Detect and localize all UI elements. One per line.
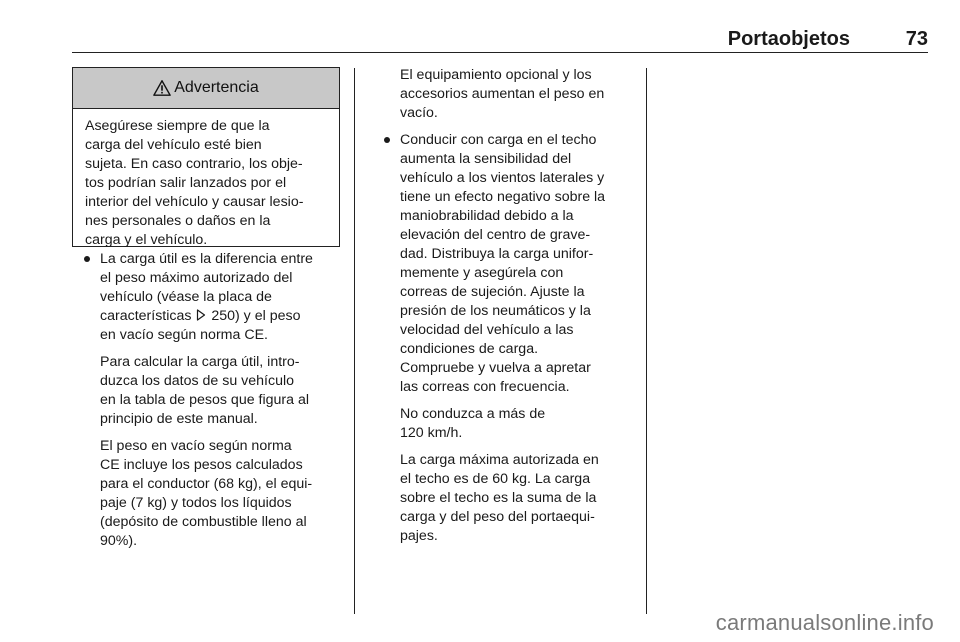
warning-line: tos podrían salir lanzados por el xyxy=(85,175,287,191)
warning-triangle-icon xyxy=(153,79,171,97)
bullet-line: memente y asegúrela con xyxy=(400,265,564,281)
bullet-line: condiciones de carga. xyxy=(400,341,539,357)
bullet-dot xyxy=(84,256,90,262)
paragraph-line: paje (7 kg) y todos los líquidos xyxy=(100,495,292,511)
bullet-line: las correas con frecuencia. xyxy=(400,379,570,395)
arrow-reference-icon[interactable] xyxy=(196,309,206,321)
bullet-line: velocidad del vehículo a las xyxy=(400,322,574,338)
paragraph-speed-limit xyxy=(380,405,642,443)
paragraph-roof-max xyxy=(380,451,642,546)
page-number: 73 xyxy=(905,28,928,50)
bullet-line: vehículo (véase la placa de xyxy=(100,289,272,305)
paragraph-line: el techo es de 60 kg. La carga xyxy=(400,471,591,487)
bullet-item-roof-load xyxy=(380,131,642,397)
warning-line: carga y el vehículo. xyxy=(85,232,208,248)
paragraph-line: No conduzca a más de xyxy=(400,406,546,422)
page-reference-link[interactable]: 250) y el peso xyxy=(207,308,301,324)
paragraph-line: pajes. xyxy=(400,528,438,544)
watermark: carmanualsonline.info xyxy=(715,610,934,635)
bullet-line-with-reference xyxy=(100,307,348,326)
paragraph-line: (depósito de combustible lleno al xyxy=(100,514,307,530)
paragraph-line: La carga máxima autorizada en xyxy=(400,452,599,468)
column-divider-right xyxy=(646,68,647,614)
bullet-line: vehículo a los vientos laterales y xyxy=(400,170,605,186)
paragraph-line: sobre el techo es la suma de la xyxy=(400,490,597,506)
paragraph-line: vacío. xyxy=(400,105,438,121)
page-title: Portaobjetos xyxy=(727,28,850,50)
bullet-line: Compruebe y vuelva a apretar xyxy=(400,360,591,376)
bullet-line: en vacío según norma CE. xyxy=(100,327,268,343)
left-column xyxy=(80,250,348,551)
bullet-line-text: características xyxy=(100,308,196,324)
paragraph-line: Para calcular la carga útil, intro- xyxy=(100,354,300,370)
bullet-line: aumenta la sensibilidad del xyxy=(400,151,572,167)
bullet-line: dad. Distribuya la carga unifor- xyxy=(400,246,594,262)
bullet-item-payload xyxy=(80,250,348,345)
warning-line: sujeta. En caso contrario, los obje- xyxy=(85,156,303,172)
paragraph-equipment xyxy=(380,66,642,123)
bullet-line: La carga útil es la diferencia entre xyxy=(100,251,313,267)
warning-box xyxy=(72,67,340,247)
paragraph-line: El peso en vacío según norma xyxy=(100,438,292,454)
bullet-line: elevación del centro de grave- xyxy=(400,227,591,243)
bullet-line: correas de sujeción. Ajuste la xyxy=(400,284,585,300)
page-header xyxy=(72,26,928,53)
warning-header xyxy=(73,68,339,109)
bullet-dot xyxy=(384,137,390,143)
bullet-line: Conducir con carga en el techo xyxy=(400,132,597,148)
warning-text xyxy=(73,109,339,250)
paragraph-line: accesorios aumentan el peso en xyxy=(400,86,605,102)
paragraph-line: para el conductor (68 kg), el equi- xyxy=(100,476,313,492)
bullet-line: presión de los neumáticos y la xyxy=(400,303,591,319)
column-divider-left xyxy=(354,68,355,614)
warning-line: carga del vehículo esté bien xyxy=(85,137,262,153)
paragraph-line: 120 km/h. xyxy=(400,425,463,441)
warning-title: Advertencia xyxy=(174,79,259,96)
paragraph-line: CE incluye los pesos calculados xyxy=(100,457,303,473)
bullet-line: el peso máximo autorizado del xyxy=(100,270,293,286)
warning-line: interior del vehículo y causar lesio- xyxy=(85,194,304,210)
bullet-line: tiene un efecto negativo sobre la xyxy=(400,189,606,205)
paragraph-empty-weight xyxy=(80,437,348,551)
middle-column xyxy=(380,66,642,546)
paragraph-line: duzca los datos de su vehículo xyxy=(100,373,295,389)
paragraph-line: principio de este manual. xyxy=(100,411,258,427)
bullet-line: maniobrabilidad debido a la xyxy=(400,208,574,224)
paragraph-line: carga y del peso del portaequi- xyxy=(400,509,595,525)
paragraph-line: El equipamiento opcional y los xyxy=(400,67,592,83)
warning-line: nes personales o daños en la xyxy=(85,213,271,229)
paragraph-calculate xyxy=(80,353,348,429)
paragraph-line: en la tabla de pesos que figura al xyxy=(100,392,310,408)
warning-line: Asegúrese siempre de que la xyxy=(85,118,270,134)
paragraph-line: 90%). xyxy=(100,533,138,549)
